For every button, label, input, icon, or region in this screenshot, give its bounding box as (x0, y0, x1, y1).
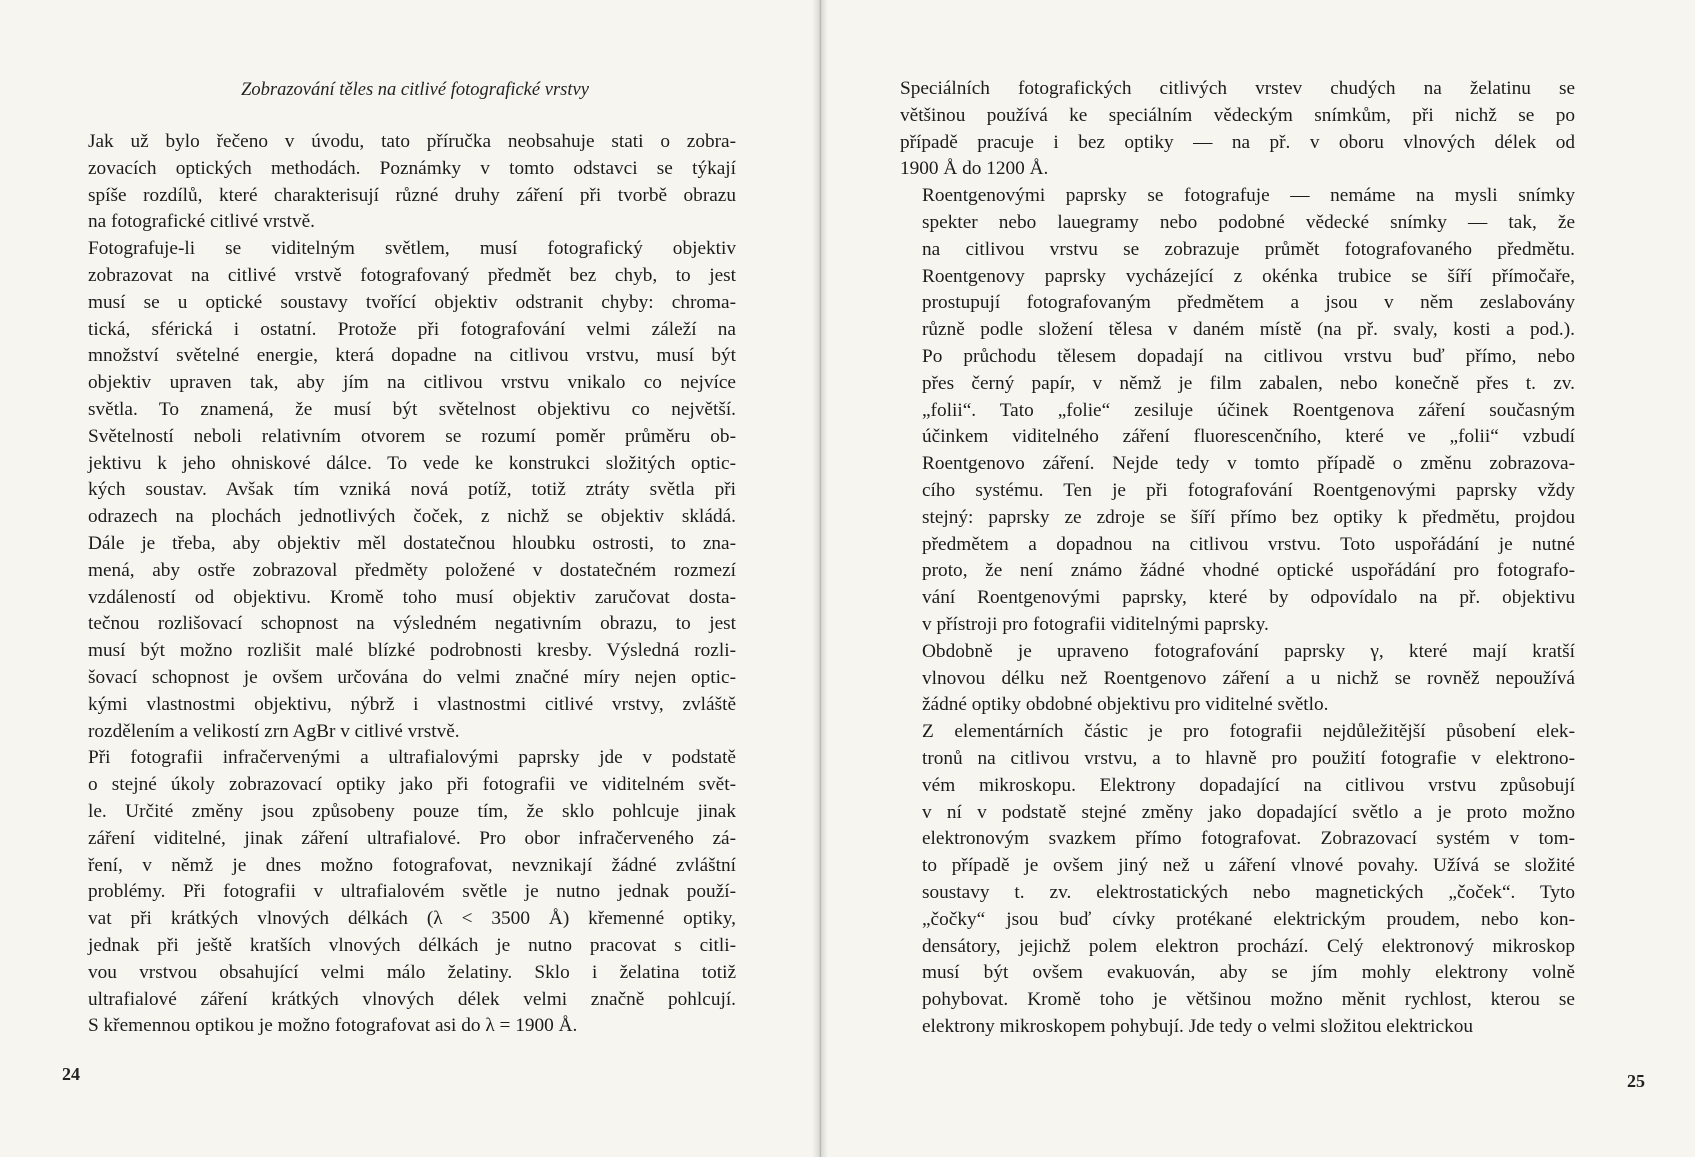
text-line: mená, aby ostře zobrazoval předměty položené v dostatečném rozmezí (88, 559, 736, 581)
text-line: tická, sférická i ostatní. Protože při fotografování velmi záleží na (88, 318, 736, 340)
paragraph (66, 745, 736, 1040)
text-line: vou vrstvou obsahující velmi málo želatiny. Sklo i želatina totiž (88, 961, 736, 983)
running-head: Zobrazování těles na citlivé fotografické vrstvy (241, 80, 589, 100)
text-line: Speciálních fotografických citlivých vrstev chudých na želatinu se (900, 78, 1575, 99)
text-line: pohybovat. Kromě toho je většinou možno měnit rychlost, kterou se (922, 989, 1575, 1011)
text-line: elektronovým svazkem přímo fotografovat. Zobrazovací systém v tom- (922, 828, 1575, 850)
text-line: jednak při ještě kratších vlnových délkách je nutno pracovat s citli- (88, 934, 736, 956)
text-line: elektrony mikroskopem pohybují. Jde tedy o velmi složitou elektrickou (922, 1015, 1474, 1037)
text-line: ultrafialové záření krátkých vlnových délek velmi značně pohlcují. (88, 988, 736, 1010)
book-gutter (812, 0, 828, 1157)
text-line: Dále je třeba, aby objektiv měl dostatečnou hloubku ostrosti, to zna- (88, 532, 736, 554)
text-line: zovacích optických methodách. Poznámky v tomto odstavci se týkají (88, 157, 736, 179)
text-line: kými vlastnostmi objektivu, nýbrž i vlastnostmi citlivé vrstvy, zvláště (88, 693, 736, 715)
text-line: cího systému. Ten je při fotografování Roentgenovými paprsky vždy (922, 479, 1575, 501)
text-line: musí být možno rozlišit malé blízké podrobnosti kresby. Výsledná rozli- (88, 640, 736, 662)
text-line: prostupují fotografovaným předmětem a jsou v něm zeslabovány (922, 292, 1575, 314)
text-line: Světelností neboli relativním otvorem se rozumí poměr průměru ob- (88, 425, 736, 447)
text-line: předmětem a dopadnou na citlivou vrstvu. Toto uspořádání je nutné (922, 533, 1575, 555)
text-line: tečnou rozlišovací schopnost na výsledném negativním obrazu, to jest (88, 613, 736, 635)
text-line: případě pracuje i bez optiky — na př. v oboru vlnových délek od (900, 131, 1575, 153)
text-line: rozdělením a velikostí zrn AgBr v citlivé vrstvě. (88, 720, 460, 742)
text-line: na fotografické citlivé vrstvě. (88, 211, 315, 233)
text-line: Roentgenovými paprsky se fotografuje — nemáme na mysli snímky (922, 185, 1575, 207)
left-page-text (66, 129, 736, 1040)
text-line: spekter nebo lauegramy nebo podobné vědecké snímky — tak, že (922, 211, 1575, 233)
text-line: soustavy t. zv. elektrostatických nebo magnetických „čoček“. Tyto (922, 881, 1575, 903)
text-line: v ní v podstatě stejné změny jako dopadající světlo a je proto možno (922, 801, 1575, 823)
paragraph (900, 639, 1575, 719)
text-line: to případě je ovšem jiný než u záření vlnové povahy. Užívá se složité (922, 855, 1575, 877)
text-line: odrazech na plochách jednotlivých čoček, z nichž se objektiv skládá. (88, 506, 736, 528)
text-line: přes černý papír, v němž je film zabalen, nebo konečně přes t. zv. (922, 372, 1575, 394)
page-number-left: 24 (62, 1064, 80, 1084)
text-line: Roentgenovo záření. Nejde tedy v tomto případě o změnu zobrazova- (922, 453, 1575, 475)
paragraph (900, 183, 1575, 639)
text-line: zobrazovat na citlivé vrstvě fotografovaný předmět bez chyb, to jest (88, 264, 736, 286)
text-line: jektivu k jeho ohniskové dálce. To vede ke konstrukci složitých optic- (88, 452, 736, 474)
text-line: množství světelné energie, která dopadne na citlivou vrstvu, musí být (88, 345, 736, 367)
text-line: musí být ovšem evakuován, aby se jím mohly elektrony volně (922, 962, 1575, 984)
text-line: 1900 Å do 1200 Å. (900, 158, 1049, 180)
paragraph (900, 719, 1575, 1041)
text-line: „folii“. Tato „folie“ zesiluje účinek Roentgenova záření současným (922, 399, 1575, 421)
text-line: Po průchodu tělesem dopadají na citlivou vrstvu buď přímo, nebo (922, 345, 1575, 367)
text-line: Z elementárních částic je pro fotografii nejdůležitější působení elek- (922, 721, 1575, 743)
text-line: většinou používá ke speciálním vědeckým snímkům, při nichž se po (900, 104, 1575, 126)
paragraph (66, 236, 736, 745)
text-line: ření, v němž je dnes možno fotografovat, nevznikají žádné zvláštní (88, 854, 736, 876)
text-line: problémy. Při fotografii v ultrafialovém světle je nutno jednak použí- (88, 881, 736, 903)
text-line: musí se u optické soustavy tvořící objektiv odstranit chyby: chroma- (88, 291, 736, 313)
text-line: na citlivou vrstvu se zobrazuje průmět fotografovaného předmětu. (922, 238, 1575, 260)
page-number-right: 25 (1627, 1071, 1645, 1091)
text-line: S křemennou optikou je možno fotografovat asi do λ = 1900 Å. (88, 1015, 578, 1037)
text-line: „čočky“ jsou buď cívky protékané elektrickým proudem, nebo kon- (922, 908, 1575, 930)
left-page (0, 0, 812, 1157)
text-line: záření viditelné, jinak záření ultrafialové. Pro obor infračerveného zá- (88, 827, 736, 849)
text-line: vzdáleností od objektivu. Kromě toho musí objektiv zaručovat dosta- (88, 586, 736, 608)
right-page (828, 0, 1695, 1157)
text-line: o stejné úkoly zobrazovací optiky jako při fotografii ve viditelném svět- (88, 774, 736, 796)
text-line: Jak už bylo řečeno v úvodu, tato příručka neobsahuje stati o zobra- (88, 131, 736, 152)
text-line: vat při krátkých vlnových délkách (λ < 3500 Å) křemenné optiky, (88, 908, 736, 930)
text-line: světla. To znamená, že musí být světelnost objektivu co největší. (88, 398, 736, 420)
text-line: vání Roentgenovými paprsky, které by odpovídalo na př. objektivu (922, 587, 1575, 609)
text-line: účinkem viditelného záření fluorescenčního, které ve „folii“ vzbudí (922, 426, 1575, 448)
text-line: v přístroji pro fotografii viditelnými paprsky. (922, 613, 1269, 635)
text-line: Při fotografii infračervenými a ultrafialovými paprsky jde v podstatě (88, 747, 736, 769)
text-line: Fotografuje-li se viditelným světlem, musí fotografický objektiv (88, 238, 736, 260)
text-line: tronů na citlivou vrstvu, a to hlavně pro použití fotografie v elektrono- (922, 747, 1575, 769)
text-line: objektiv upraven tak, aby jím na citlivou vrstvu vnikalo co nejvíce (88, 372, 736, 394)
text-line: vlnovou délku než Roentgenovo záření a u nichž se rovněž nepoužívá (922, 667, 1575, 689)
right-page-text (900, 76, 1575, 1041)
paragraph (900, 76, 1575, 183)
text-line: stejný: paprsky ze zdroje se šíří přímo bez optiky k předmětu, projdou (922, 506, 1575, 528)
text-line: šovací schopnost je ovšem určována do velmi značné míry nejen optic- (88, 666, 736, 688)
text-line: vém mikroskopu. Elektrony dopadající na citlivou vrstvu způsobují (922, 774, 1575, 796)
text-line: Roentgenovy paprsky vycházející z okénka trubice se šíří přímočaře, (922, 265, 1575, 287)
text-line: densátory, jejichž polem elektron prochází. Celý elektronový mikroskop (922, 935, 1575, 957)
text-line: kých soustav. Avšak tím vzniká nová potíž, totiž ztráty světla při (88, 479, 736, 501)
text-line: Obdobně je upraveno fotografování paprsky γ, které mají kratší (922, 640, 1575, 662)
text-line: proto, že není známo žádné vhodné optické uspořádání pro fotografo- (922, 560, 1575, 582)
text-line: le. Určité změny jsou způsobeny pouze tím, že sklo pohlcuje jinak (88, 800, 736, 822)
text-line: různě podle složení tělesa v daném místě (na př. svaly, kosti a pod.). (922, 319, 1575, 341)
paragraph (66, 129, 736, 236)
text-line: žádné optiky obdobné objektivu pro viditelné světlo. (922, 694, 1329, 716)
text-line: spíše rozdílů, které charakterisují různé druhy záření při tvorbě obrazu (88, 184, 736, 206)
